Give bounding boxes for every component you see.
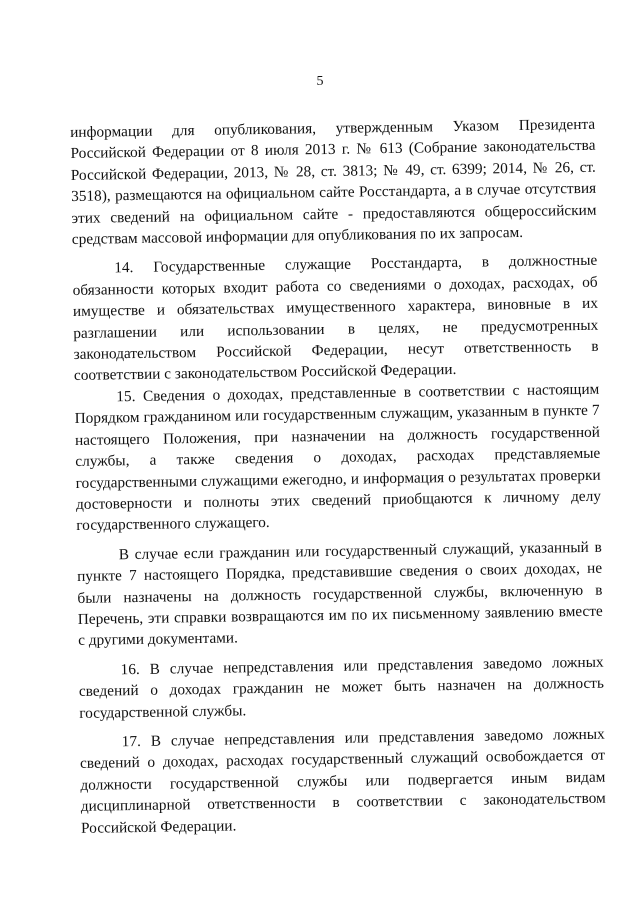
paragraph-17: 17. В случае непредставления или представления заведомо ложных сведений о доходах, расходах государственный служащий освобождается от должности государственной службы или подвергается иным видам дисциплинарной ответственности в соответствии с законодательством Российской Федерации. [79,725,606,837]
paragraph-16: 16. В случае непредставления или представления заведомо ложных сведений о доходах гражданин не может быть назначен на должность государственной службы. [78,653,605,722]
paragraph-continuation: информации для опубликования, утвержденным Указом Президента Российской Федерации от 8 июля 2013 г. № 613 (Собрание законодательства Российской Федерации, 2013, № 28, ст. 3813; № 49, ст. 6399; 2014, № 26, ст. 3518), размещаются на официальном сайте Росстандарта, а в случае отсутствия этих сведений на официальном сайте - предоставляются общероссийским средствам массовой информации для опубликования по их запросам. [70,115,597,249]
paragraph-15-addendum: В случае если гражданин или государственный служащий, указанный в пункте 7 настоящего Порядка, представившие сведения о своих доходах, не были назначены на должность государственной службы, включенную в Перечень, эти справки возвращаются им по их письменному заявлению вместе с другими документами. [77,538,603,650]
paragraph-15: 15. Сведения о доходах, представленные в соответствии с настоящим Порядком гражданином или государственным служащим, указанным в пункте 7 настоящего Положения, при назначении на должность государственной службы, а также сведения о доходах, расходах представляемые государственными служащими ежегодно, и информация о результатах проверки достоверности и полноты этих сведений приобщаются к личному делу государственного служащего. [74,380,602,535]
page-number: 5 [316,74,324,89]
document-body [70,114,606,839]
paragraph-14: 14. Государственные служащие Росстандарта, в должностные обязанности которых входит работа со сведениями о доходах, расходах, об имуществе и обязательствах имущественного характера, виновные в их разглашении или использовании в целях, не предусмотренных законодательством Российской Федерации, несут ответственность в соответствии с законодательством Российской Федерации. [72,252,599,385]
